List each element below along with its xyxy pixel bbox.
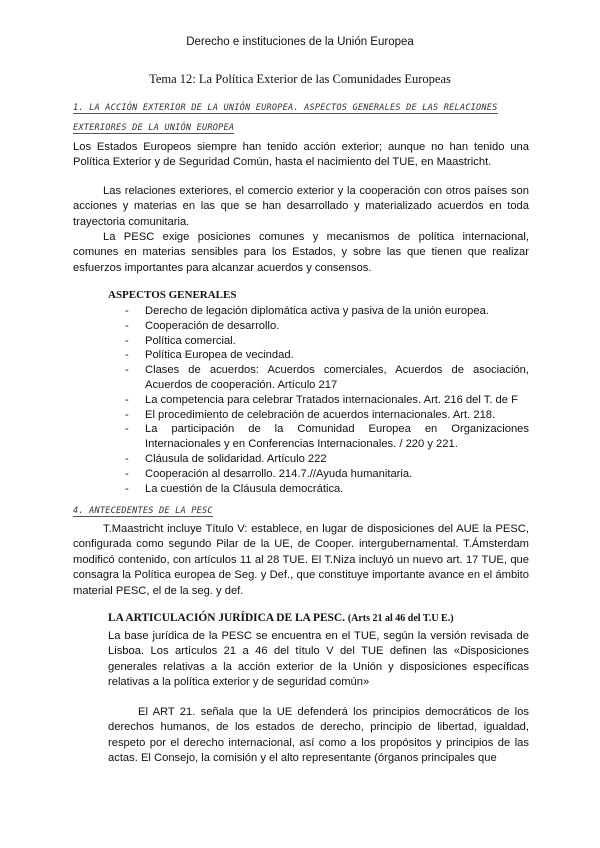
list-item: - Clases de acuerdos: Acuerdos comerciales, Acuerdos de asociación, Acuerdos de cooperación. Artículo 217 <box>125 363 529 393</box>
list-item: - Derecho de legación diplomática activa y pasiva de la unión europea. <box>125 304 529 319</box>
list-item: - Cooperación al desarrollo. 214.7.//Ayuda humanitaria. <box>125 467 529 482</box>
aspectos-heading: ASPECTOS GENERALES <box>108 289 237 301</box>
articulacion-paragraph-1: La base jurídica de la PESC se encuentra en el TUE, según la versión revisada de Lisboa. Los artículos 21 a 46 del título V del TUE definen las «Disposiciones generales relativas a la acción exterior de la Unión y disposiciones específicas relativas a la política exterior y de seguridad común» <box>108 630 529 689</box>
articulacion-paragraph-2: El ART 21. señala que la UE defenderá los principios democráticos de los derechos humanos, de los estados de derecho, principio de libertad, igualdad, respeto por el derecho internacional, así como a los propósitos y principios de las actas. El Consejo, la comisión y el alto representante (órganos principales que <box>108 706 529 765</box>
articulacion-heading <box>108 612 454 624</box>
section1-paragraph-2: Las relaciones exteriores, el comercio exterior y la cooperación con otros países son acciones y materias en las que se han desarrollado y materializado acuerdos en toda trayectoria comunitaria. <box>73 185 529 228</box>
list-item: - Cláusula de solidaridad. Artículo 222 <box>125 452 529 467</box>
list-item: - La cuestión de la Cláusula democrática. <box>125 482 529 497</box>
list-item: - Política comercial. <box>125 334 529 349</box>
section1-paragraph-3: La PESC exige posiciones comunes y mecanismos de política internacional, comunes en materias sensibles para los Estados, y sobre las que tienen que realizar esfuerzos importantes para alcanzar acuerdos y consensos. <box>73 231 529 274</box>
page-header: Derecho e instituciones de la Unión Europea <box>186 36 414 48</box>
list-item: - El procedimiento de celebración de acuerdos internacionales. Art. 218. <box>125 408 529 423</box>
section1-heading-line1: 1. LA ACCIÓN EXTERIOR DE LA UNIÓN EUROPEA. ASPECTOS GENERALES DE LAS RELACIONES <box>73 103 498 113</box>
section4-paragraph-1: T.Maastricht incluye Título V: establece, en lugar de disposiciones del AUE la PESC, configurada como segundo Pilar de la UE, de Cooper. intergubernamental. T.Ámsterdam modificó contenido, con artículos 11 al 28 TUE. El T.Niza incluyó un nuevo art. 17 TUE, que consagra la Política europea de Seg. y Def., que constituye importante avance en el ámbito material PESC, el de la seg. y def. <box>73 523 529 597</box>
aspectos-list <box>125 304 529 496</box>
list-item: - La competencia para celebrar Tratados internacionales. Art. 216 del T. de F <box>125 393 529 408</box>
articulacion-heading-ref: (Arts 21 al 46 del T.U E.) <box>347 613 454 624</box>
list-item: - La participación de la Comunidad Europea en Organizaciones Internacionales y en Conferencias Internacionales. / 220 y 221. <box>125 422 529 452</box>
section1-paragraph-1: Los Estados Europeos siempre han tenido acción exterior; aunque no han tenido una Política Exterior y de Seguridad Común, hasta el nacimiento del TUE, en Maastricht. <box>73 141 529 169</box>
list-item: - Cooperación de desarrollo. <box>125 319 529 334</box>
list-item: - Política Europea de vecindad. <box>125 348 529 363</box>
articulacion-heading-main: LA ARTICULACIÓN JURÍDICA DE LA PESC. <box>108 612 345 624</box>
section4-heading: 4. ANTECEDENTES DE LA PESC <box>73 506 213 516</box>
section1-heading-line2: EXTERIORES DE LA UNIÓN EUROPEA <box>73 123 235 133</box>
document-title: Tema 12: La Política Exterior de las Comunidades Europeas <box>149 72 451 86</box>
